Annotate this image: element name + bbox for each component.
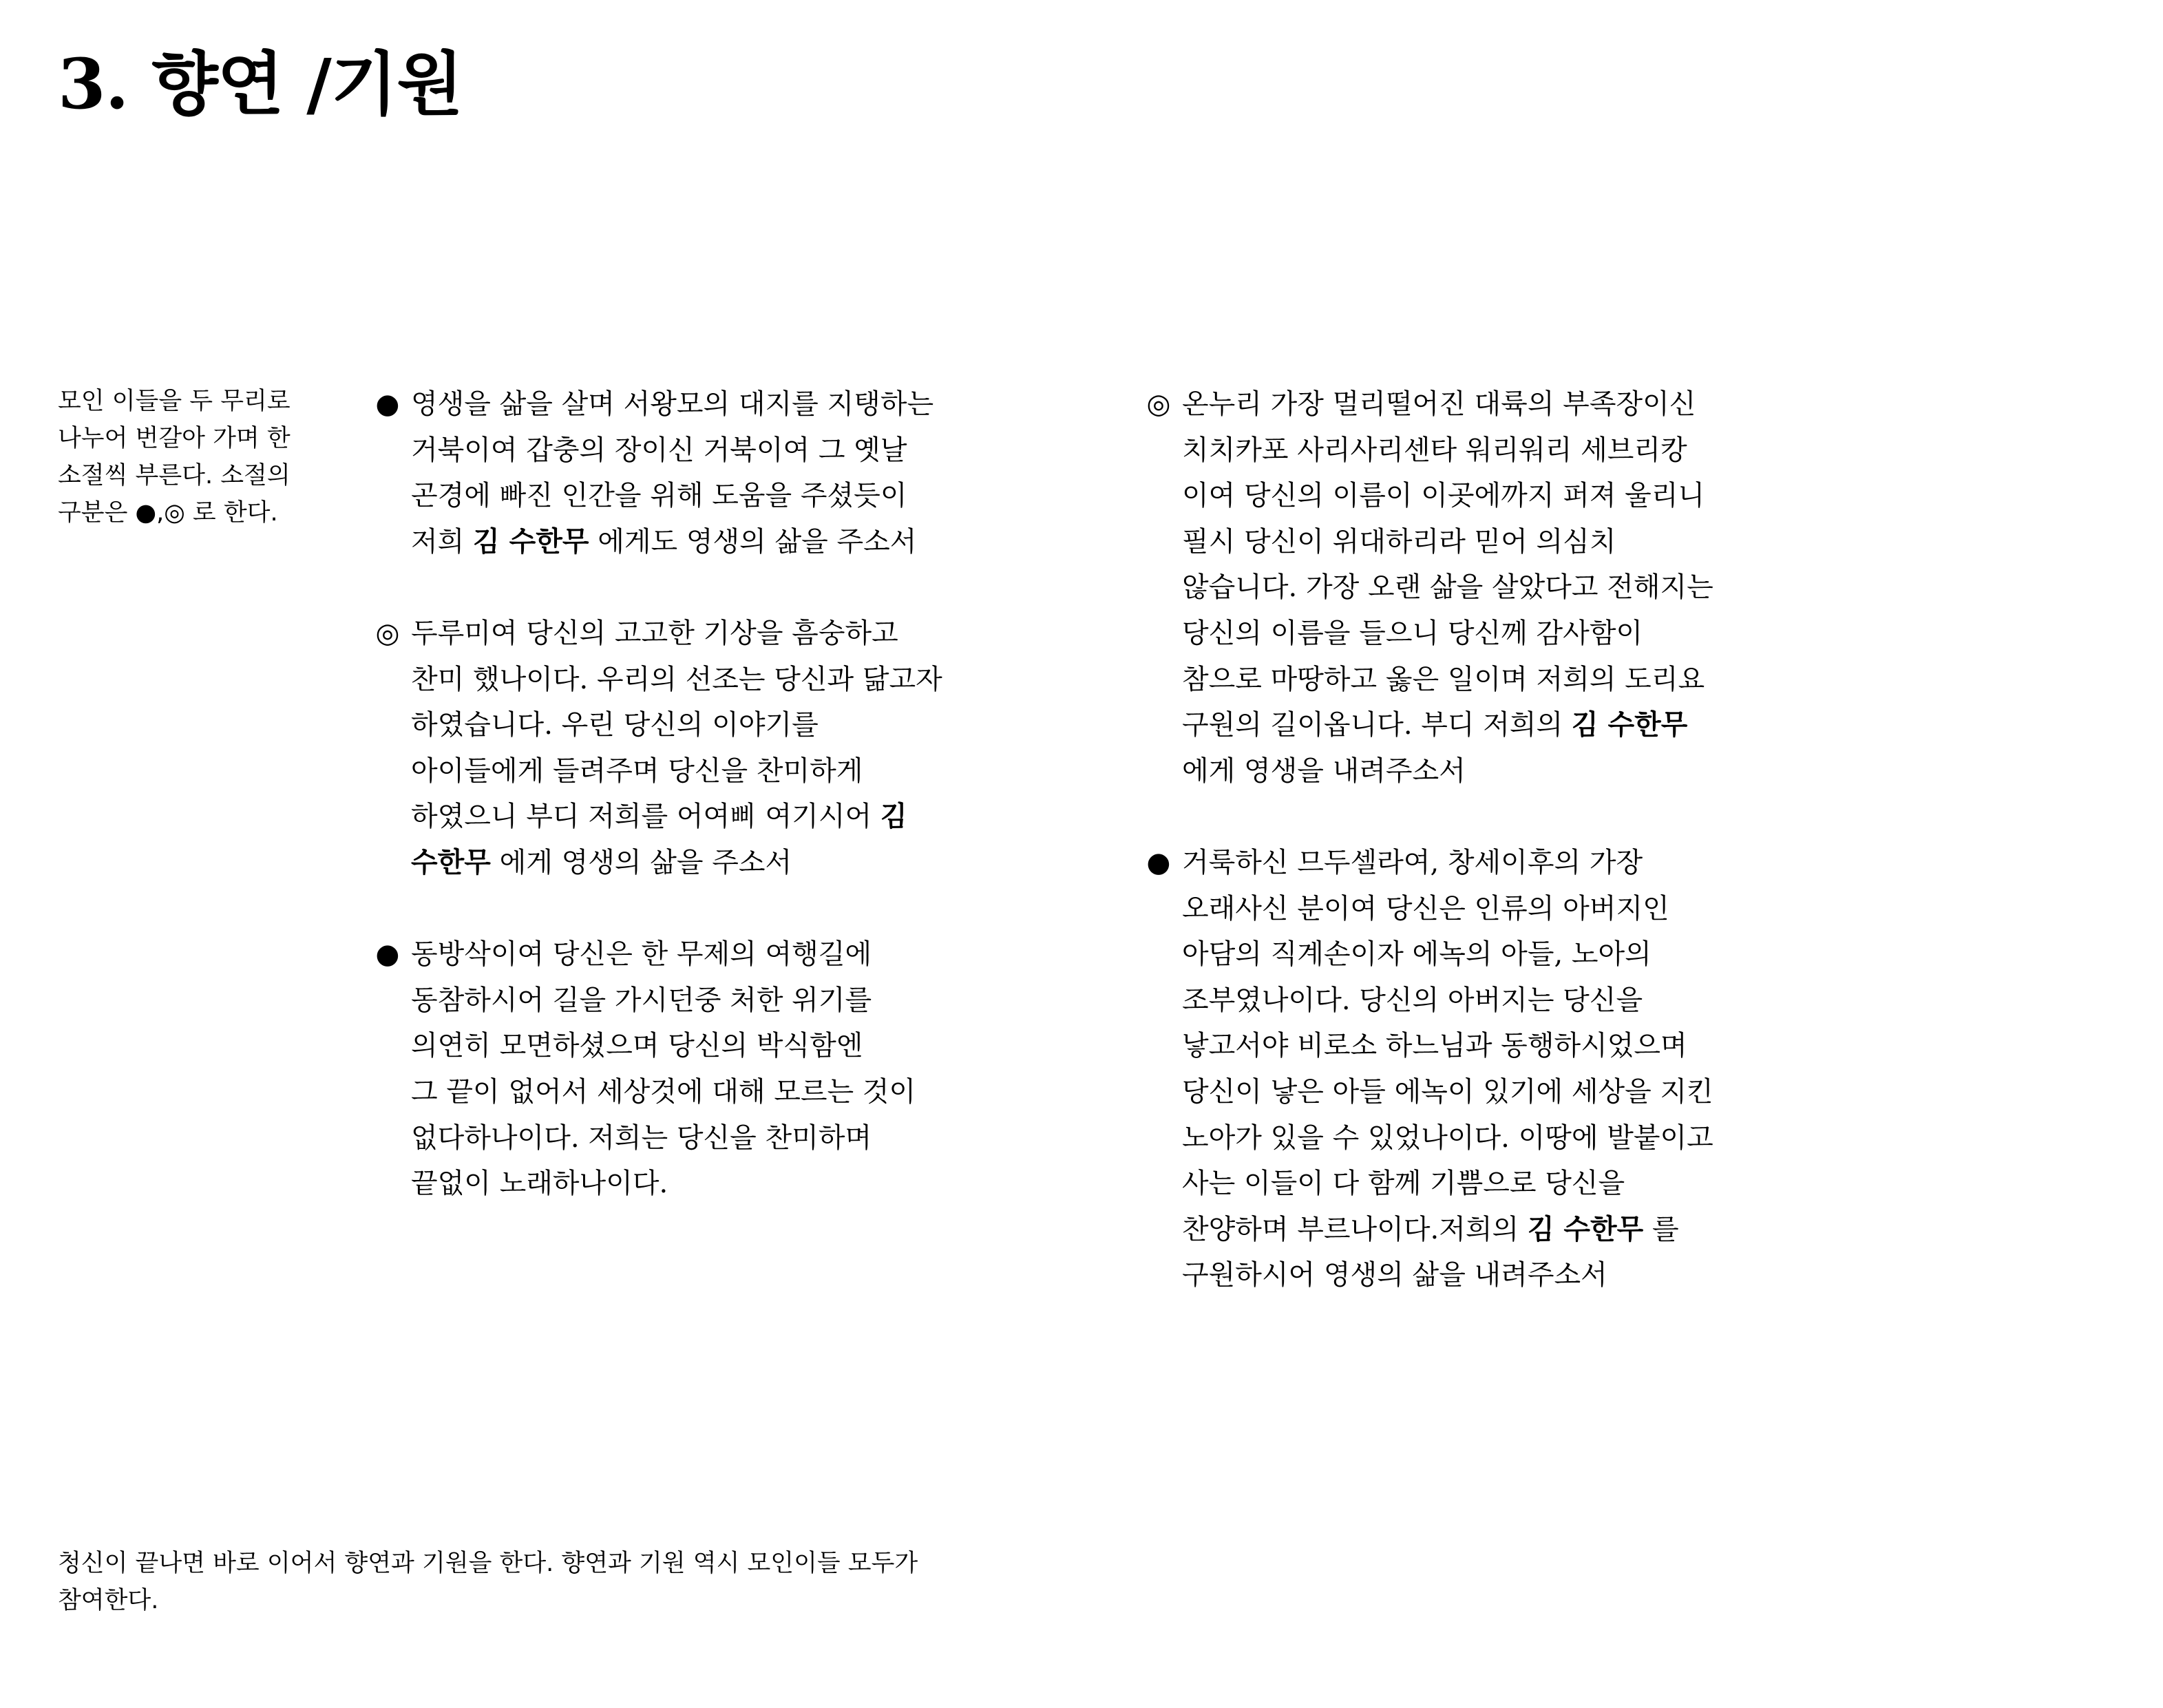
- honoree-name: 김 수한무: [1571, 708, 1688, 741]
- verse-line: [1182, 702, 1713, 748]
- verse-crane: [368, 611, 942, 886]
- verse-line: 사는 이들이 다 함께 기쁨으로 당신을: [1182, 1168, 1625, 1200]
- verse-line: 낳고서야 비로소 하느님과 동행하시었으며: [1182, 1030, 1687, 1062]
- filled-circle-marker: ●: [1146, 846, 1171, 878]
- verse-line: 치치카포 사리사리센타 워리워리 세브리캉: [1182, 434, 1687, 466]
- verse-line: 없다하나이다. 저희는 당신을 찬미하며: [411, 1121, 872, 1154]
- instruction-line: 나누어 번갈아 가며 한: [58, 425, 291, 452]
- verse-line: 이여 당신의 이름이 이곳에까지 퍼져 울리니: [1182, 480, 1705, 512]
- verse-line: 오래사신 분이여 당신은 인류의 아버지인: [1182, 892, 1669, 925]
- honoree-name: 김 수한무: [1527, 1212, 1644, 1245]
- verse-line: 에게 영생을 내려주소서: [1182, 755, 1466, 787]
- verse-line: 거북이여 갑충의 장이신 거북이여 그 옛날: [411, 434, 907, 466]
- instruction-line: 구분은 ●,◎ 로 한다.: [58, 499, 278, 527]
- verse-text: 에게도 영생의 삶을 주소서: [589, 525, 917, 558]
- verse-line: 그 끝이 없어서 세상것에 대해 모르는 것이: [411, 1075, 916, 1108]
- verse-line: 하였습니다. 우린 당신의 이야기를: [411, 709, 819, 741]
- verse-line: 동참하시어 길을 가시던중 처한 위기를: [411, 984, 872, 1016]
- verse-text: 저희: [411, 525, 473, 558]
- verse-line: 아이들에게 들려주며 당신을 찬미하게: [411, 755, 863, 787]
- verse-turtle: [368, 381, 942, 565]
- verse-line: 의연히 모면하셨으며 당신의 박식함엔: [411, 1030, 863, 1062]
- verse-line: [411, 840, 942, 886]
- honoree-name: 수한무: [411, 845, 491, 878]
- verse-line: 참으로 마땅하고 옳은 일이며 저희의 도리요: [1182, 663, 1705, 695]
- verse-line: 거룩하신 므두셀라여, 창세이후의 가장: [1182, 846, 1643, 878]
- verse-line: 끝없이 노래하나이다.: [411, 1168, 668, 1200]
- verse-line: 찬미 했나이다. 우리의 선조는 당신과 닮고자: [411, 663, 942, 695]
- instruction-line: 소절씩 부른다. 소절의: [58, 462, 291, 489]
- honoree-name: 김 수한무: [473, 525, 589, 558]
- filled-circle-marker: ●: [375, 388, 400, 420]
- double-circle-marker: ◎: [1146, 388, 1171, 420]
- double-circle-marker: ◎: [375, 617, 400, 649]
- verse-methuselah: [1139, 840, 1713, 1298]
- verse-column-right: [1139, 381, 1713, 1344]
- verse-line: 조부였나이다. 당신의 아버지는 당신을: [1182, 984, 1643, 1016]
- footer-line: 참여한다.: [58, 1587, 159, 1614]
- verse-line: 영생을 삶을 살며 서왕모의 대지를 지탱하는: [411, 388, 934, 420]
- verse-line: [411, 519, 942, 565]
- verse-line: 아담의 직계손이자 에녹의 아들, 노아의: [1182, 938, 1652, 971]
- verse-line: 두루미여 당신의 고고한 기상을 흠숭하고: [411, 617, 898, 649]
- verse-text: 에게 영생의 삶을 주소서: [490, 846, 792, 878]
- verse-text: 를: [1643, 1213, 1679, 1245]
- verse-text: 하였으니 부디 저희를 어여삐 여기시어: [411, 801, 880, 833]
- instruction-note: [58, 383, 306, 531]
- verse-line: [1182, 1207, 1713, 1253]
- verse-line: 구원하시어 영생의 삶을 내려주소서: [1182, 1259, 1607, 1291]
- page-title: 3. 향연 /기원: [58, 43, 463, 125]
- instruction-line: 모인 이들을 두 무리로: [58, 388, 291, 415]
- filled-circle-marker: ●: [375, 938, 400, 971]
- footer-line: 청신이 끝나면 바로 이어서 향연과 기원을 한다. 향연과 기원 역시 모인이들 모두가: [58, 1550, 918, 1577]
- verse-line: 온누리 가장 멀리떨어진 대륙의 부족장이신: [1182, 388, 1696, 420]
- verse-line: 당신이 낳은 아들 에녹이 있기에 세상을 지킨: [1182, 1075, 1713, 1108]
- verse-line: 필시 당신이 위대하리라 믿어 의심치: [1182, 525, 1616, 558]
- verse-text: 찬양하며 부르나이다.저희의: [1182, 1213, 1528, 1245]
- verse-chichikapo: [1139, 381, 1713, 794]
- verse-line: 않습니다. 가장 오랜 삶을 살았다고 전해지는: [1182, 571, 1713, 604]
- verse-line: [411, 794, 942, 840]
- verse-text: 구원의 길이옵니다. 부디 저희의: [1182, 709, 1572, 741]
- verse-dongbangsak: [368, 931, 942, 1207]
- honoree-name: 김: [880, 800, 907, 833]
- verse-line: 곤경에 빠진 인간을 위해 도움을 주셨듯이: [411, 480, 907, 512]
- verse-line: 동방삭이여 당신은 한 무제의 여행길에: [411, 938, 872, 971]
- verse-column-left: [368, 381, 942, 1252]
- verse-line: 당신의 이름을 들으니 당신께 감사함이: [1182, 617, 1643, 649]
- verse-line: 노아가 있을 수 있었나이다. 이땅에 발붙이고: [1182, 1121, 1713, 1154]
- footer-instruction: [58, 1545, 1090, 1619]
